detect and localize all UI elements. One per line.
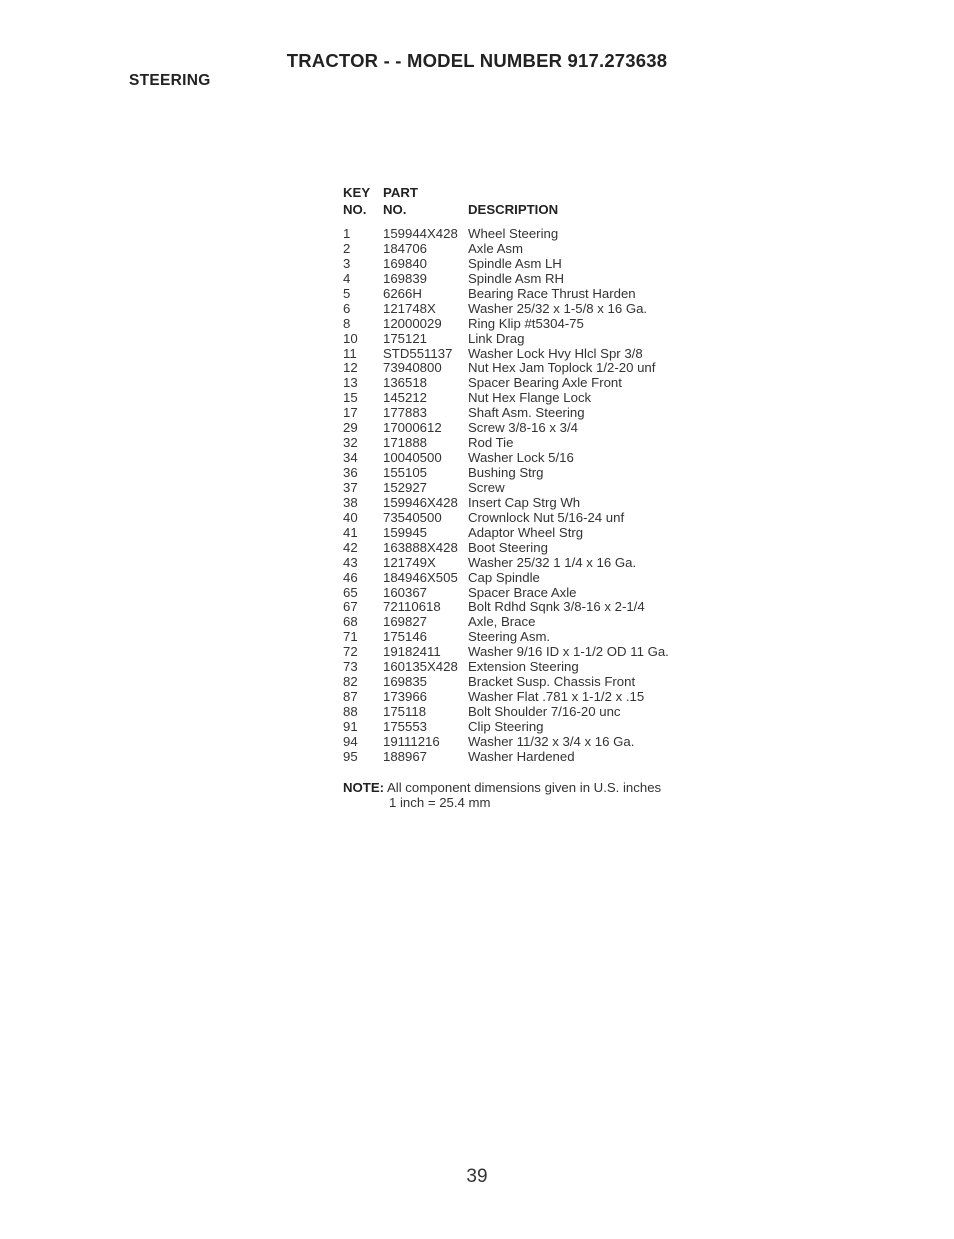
key-no: 11: [343, 345, 357, 361]
header-part-no: NO.: [383, 202, 407, 217]
key-no: 73: [343, 659, 358, 675]
key-no: 15: [343, 390, 358, 406]
description: Insert Cap Strg Wh: [468, 494, 581, 510]
part-no: 171888: [383, 435, 428, 451]
key-no: 6: [343, 300, 351, 316]
key-no: 2: [343, 240, 351, 256]
description: Cap Spindle: [468, 569, 540, 585]
description: Spacer Bearing Axle Front: [468, 375, 622, 391]
part-no: 169840: [383, 255, 428, 271]
part-no: 184946X505: [383, 569, 458, 585]
key-no: 37: [343, 479, 358, 495]
key-no: 4: [343, 270, 351, 286]
key-no: 12: [343, 360, 358, 376]
page-number: 39: [466, 1166, 488, 1187]
note: [343, 780, 661, 810]
key-no: 87: [343, 689, 358, 705]
key-no: 17: [343, 405, 358, 421]
part-no: 10040500: [383, 450, 442, 466]
part-no: 72110618: [383, 599, 441, 615]
key-no: 65: [343, 584, 358, 600]
header-part: PART: [383, 185, 418, 200]
header-key: KEY: [343, 185, 371, 200]
key-no: 8: [343, 315, 351, 331]
note-label: NOTE:: [343, 780, 385, 795]
part-no: 177883: [383, 405, 428, 421]
description: Screw 3/8-16 x 3/4: [468, 420, 578, 436]
description: Rod Tie: [468, 435, 514, 451]
key-no: 42: [343, 539, 358, 555]
description: Screw: [468, 479, 505, 495]
description: Clip Steering: [468, 718, 544, 734]
description: Axle, Brace: [468, 614, 536, 630]
description: Ring Klip #t5304-75: [468, 315, 584, 331]
key-no: 38: [343, 494, 358, 510]
key-no: 91: [343, 718, 358, 734]
description: Extension Steering: [468, 659, 579, 675]
description: Washer 11/32 x 3/4 x 16 Ga.: [468, 733, 635, 749]
description: Washer Lock Hvy Hlcl Spr 3/8: [468, 345, 643, 361]
key-no: 10: [343, 330, 358, 346]
part-no: 173966: [383, 689, 428, 705]
part-no: 73940800: [383, 360, 442, 376]
key-no: 29: [343, 420, 358, 436]
description: Spindle Asm RH: [468, 270, 565, 286]
part-no: 188967: [383, 748, 428, 764]
part-no: 175146: [383, 629, 428, 645]
part-no: 159946X428: [383, 494, 458, 510]
description: Bushing Strg: [468, 465, 544, 480]
description: Link Drag: [468, 330, 525, 346]
part-no: 136518: [383, 375, 428, 391]
description: Washer 25/32 x 1-5/8 x 16 Ga.: [468, 300, 648, 316]
key-no: 41: [343, 524, 358, 540]
key-no: 67: [343, 599, 358, 615]
description: Bolt Rdhd Sqnk 3/8-16 x 2-1/4: [468, 599, 645, 615]
description: Wheel Steering: [468, 226, 559, 241]
key-no: 13: [343, 375, 358, 391]
key-no: 43: [343, 554, 358, 570]
part-no: 121748X: [383, 300, 436, 316]
description: Axle Asm: [468, 240, 523, 256]
description: Nut Hex Jam Toplock 1/2-20 unf: [468, 360, 656, 376]
description: Washer 9/16 ID x 1-1/2 OD 11 Ga.: [468, 644, 669, 660]
key-no: 34: [343, 450, 358, 466]
part-no: 73540500: [383, 509, 442, 525]
key-no: 32: [343, 435, 358, 451]
part-no: STD551137: [383, 345, 453, 361]
part-no: 169839: [383, 270, 428, 286]
part-no: 145212: [383, 390, 428, 406]
header-key-no: NO.: [343, 202, 367, 217]
part-no: 152927: [383, 479, 428, 495]
note-line-1: All component dimensions given in U.S. inches: [386, 780, 662, 795]
key-no: 95: [343, 748, 358, 764]
part-no: 160135X428: [383, 659, 458, 675]
description: Steering Asm.: [468, 629, 551, 645]
key-no: 1: [343, 226, 351, 241]
section-title: STEERING: [129, 72, 211, 89]
part-no: 175121: [383, 330, 428, 346]
key-no: 88: [343, 704, 358, 719]
description: Boot Steering: [468, 539, 548, 555]
key-no: 36: [343, 465, 358, 480]
description: Washer Lock 5/16: [468, 450, 574, 466]
part-no: 175118: [383, 704, 427, 719]
description: Spindle Asm LH: [468, 255, 562, 271]
part-no: 184706: [383, 240, 428, 256]
description: Washer Flat .781 x 1-1/2 x .15: [468, 689, 645, 705]
description: Bearing Race Thrust Harden: [468, 285, 636, 301]
page-title: TRACTOR - - MODEL NUMBER 917.273638: [286, 50, 668, 71]
key-no: 5: [343, 285, 351, 301]
part-no: 169827: [383, 614, 428, 630]
part-no: 155105: [383, 465, 428, 480]
key-no: 82: [343, 674, 358, 690]
description: Washer 25/32 1 1/4 x 16 Ga.: [468, 554, 637, 570]
part-no: 175553: [383, 718, 428, 734]
part-no: 163888X428: [383, 539, 458, 555]
key-no: 3: [343, 255, 351, 271]
part-no: 12000029: [383, 315, 442, 331]
key-no: 46: [343, 569, 358, 585]
part-no: 159945: [383, 524, 428, 540]
description: Bolt Shoulder 7/16-20 unc: [468, 704, 621, 719]
header-description: DESCRIPTION: [468, 202, 559, 217]
part-no: 17000612: [383, 420, 442, 436]
part-no: 19182411: [383, 644, 441, 660]
key-no: 94: [343, 733, 358, 749]
description: Crownlock Nut 5/16-24 unf: [468, 509, 625, 525]
part-no: 6266H: [383, 285, 422, 301]
key-no: 68: [343, 614, 358, 630]
part-no: 169835: [383, 674, 428, 690]
description: Bracket Susp. Chassis Front: [468, 674, 636, 690]
description: Spacer Brace Axle: [468, 584, 577, 600]
part-no: 19111216: [383, 733, 440, 749]
description: Adaptor Wheel Strg: [468, 524, 584, 540]
part-no: 159944X428: [383, 226, 458, 241]
note-line-2: 1 inch = 25.4 mm: [389, 795, 491, 810]
description: Shaft Asm. Steering: [468, 405, 585, 421]
part-no: 121749X: [383, 554, 436, 570]
description: Nut Hex Flange Lock: [468, 390, 592, 406]
key-no: 40: [343, 509, 358, 525]
key-no: 71: [343, 629, 358, 645]
description: Washer Hardened: [468, 748, 575, 764]
key-no: 72: [343, 644, 358, 660]
part-no: 160367: [383, 584, 428, 600]
